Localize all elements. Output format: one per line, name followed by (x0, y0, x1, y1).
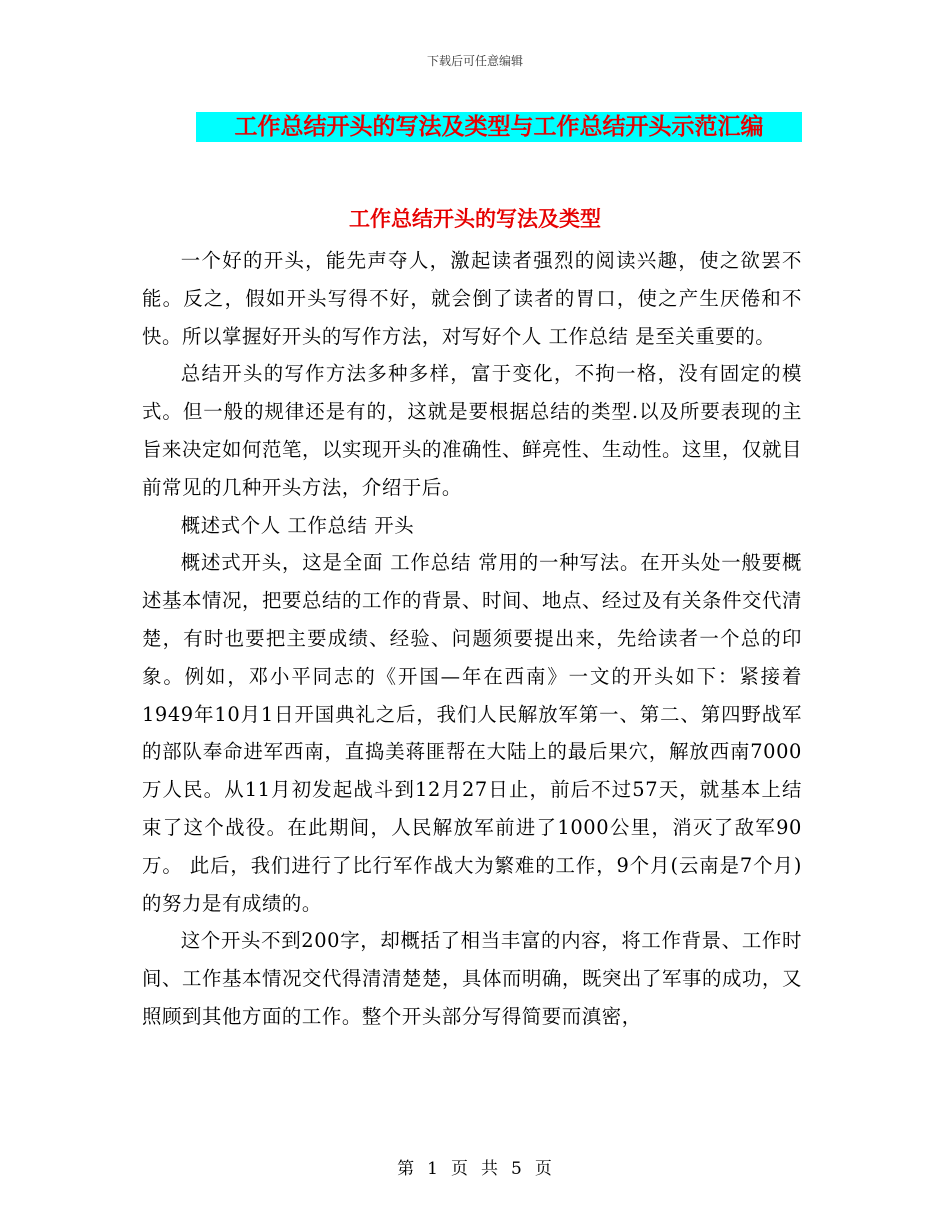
header-note: 下载后可任意编辑 (426, 54, 523, 68)
paragraph-analysis: 这个开头不到200字，却概括了相当丰富的内容，将工作背景、工作时间、工作基本情况交代得清清楚楚，具体而明确，既突出了军事的成功，又照顾到其他方面的工作。整个开头部分写得简要而滇密， (142, 929, 802, 1028)
footer-page-word: 页 (451, 1159, 469, 1179)
section-title: 工作总结开头的写法及类型 (349, 206, 601, 231)
paragraph-methods: 总结开头的写作方法多种多样，富于变化，不拘一格，没有固定的模式。但一般的规律还是有的，这就是要根据总结的类型.以及所要表现的主旨来决定如何范笔，以实现开头的准确性、鲜亮性、生动性。这里，仅就目前常见的几种开头方法，介绍于后。 (142, 362, 802, 499)
footer-suffix: 页 (534, 1159, 553, 1179)
paragraph-overview: 概述式开头，这是全面 工作总结 常用的一种写法。在开头处一般要概述基本情况，把要总结的工作的背景、时间、地点、经过及有关条件交代清楚，有时也要把主要成绩、经验、问题须要提出来，先给读者一个总的印象。例如，邓小平同志的《开国—年在西南》一文的开头如下：紧接着1949年10月1日开国典礼之后，我们人民解放军第一、第二、第四野战军的部队奉命进军西南，直捣美蒋匪帮在大陆上的最后果穴，解放西南7000万人民。从11月初发起战斗到12月27日止，前后不过57天，就基本上结束了这个战役。在此期间，人民解放军前进了1000公里，消灭了敌军90万。 此后，我们进行了比行军作战大为繁难的工作，9个月(云南是7个月)的努力是有成绩的。 (142, 551, 802, 915)
footer-prefix: 第 (397, 1159, 416, 1179)
document-title-highlight (196, 112, 802, 142)
document-body (142, 242, 802, 1036)
footer-total-pages: 5 (511, 1159, 523, 1179)
footer-total-word: 共 (481, 1159, 499, 1179)
subheading-overview: 概述式个人 工作总结 开头 (180, 513, 415, 537)
paragraph-intro: 一个好的开头，能先声夺人，激起读者强烈的阅读兴趣，使之欲罢不能。反之，假如开头写得不好，就会倒了读者的胃口，使之产生厌倦和不快。所以掌握好开头的写作方法，对写好个人 工作总结 是至关重要的。 (142, 249, 802, 348)
footer-current-page: 1 (427, 1159, 439, 1179)
document-title: 工作总结开头的写法及类型与工作总结开头示范汇编 (234, 113, 764, 140)
page-footer (0, 1154, 950, 1179)
